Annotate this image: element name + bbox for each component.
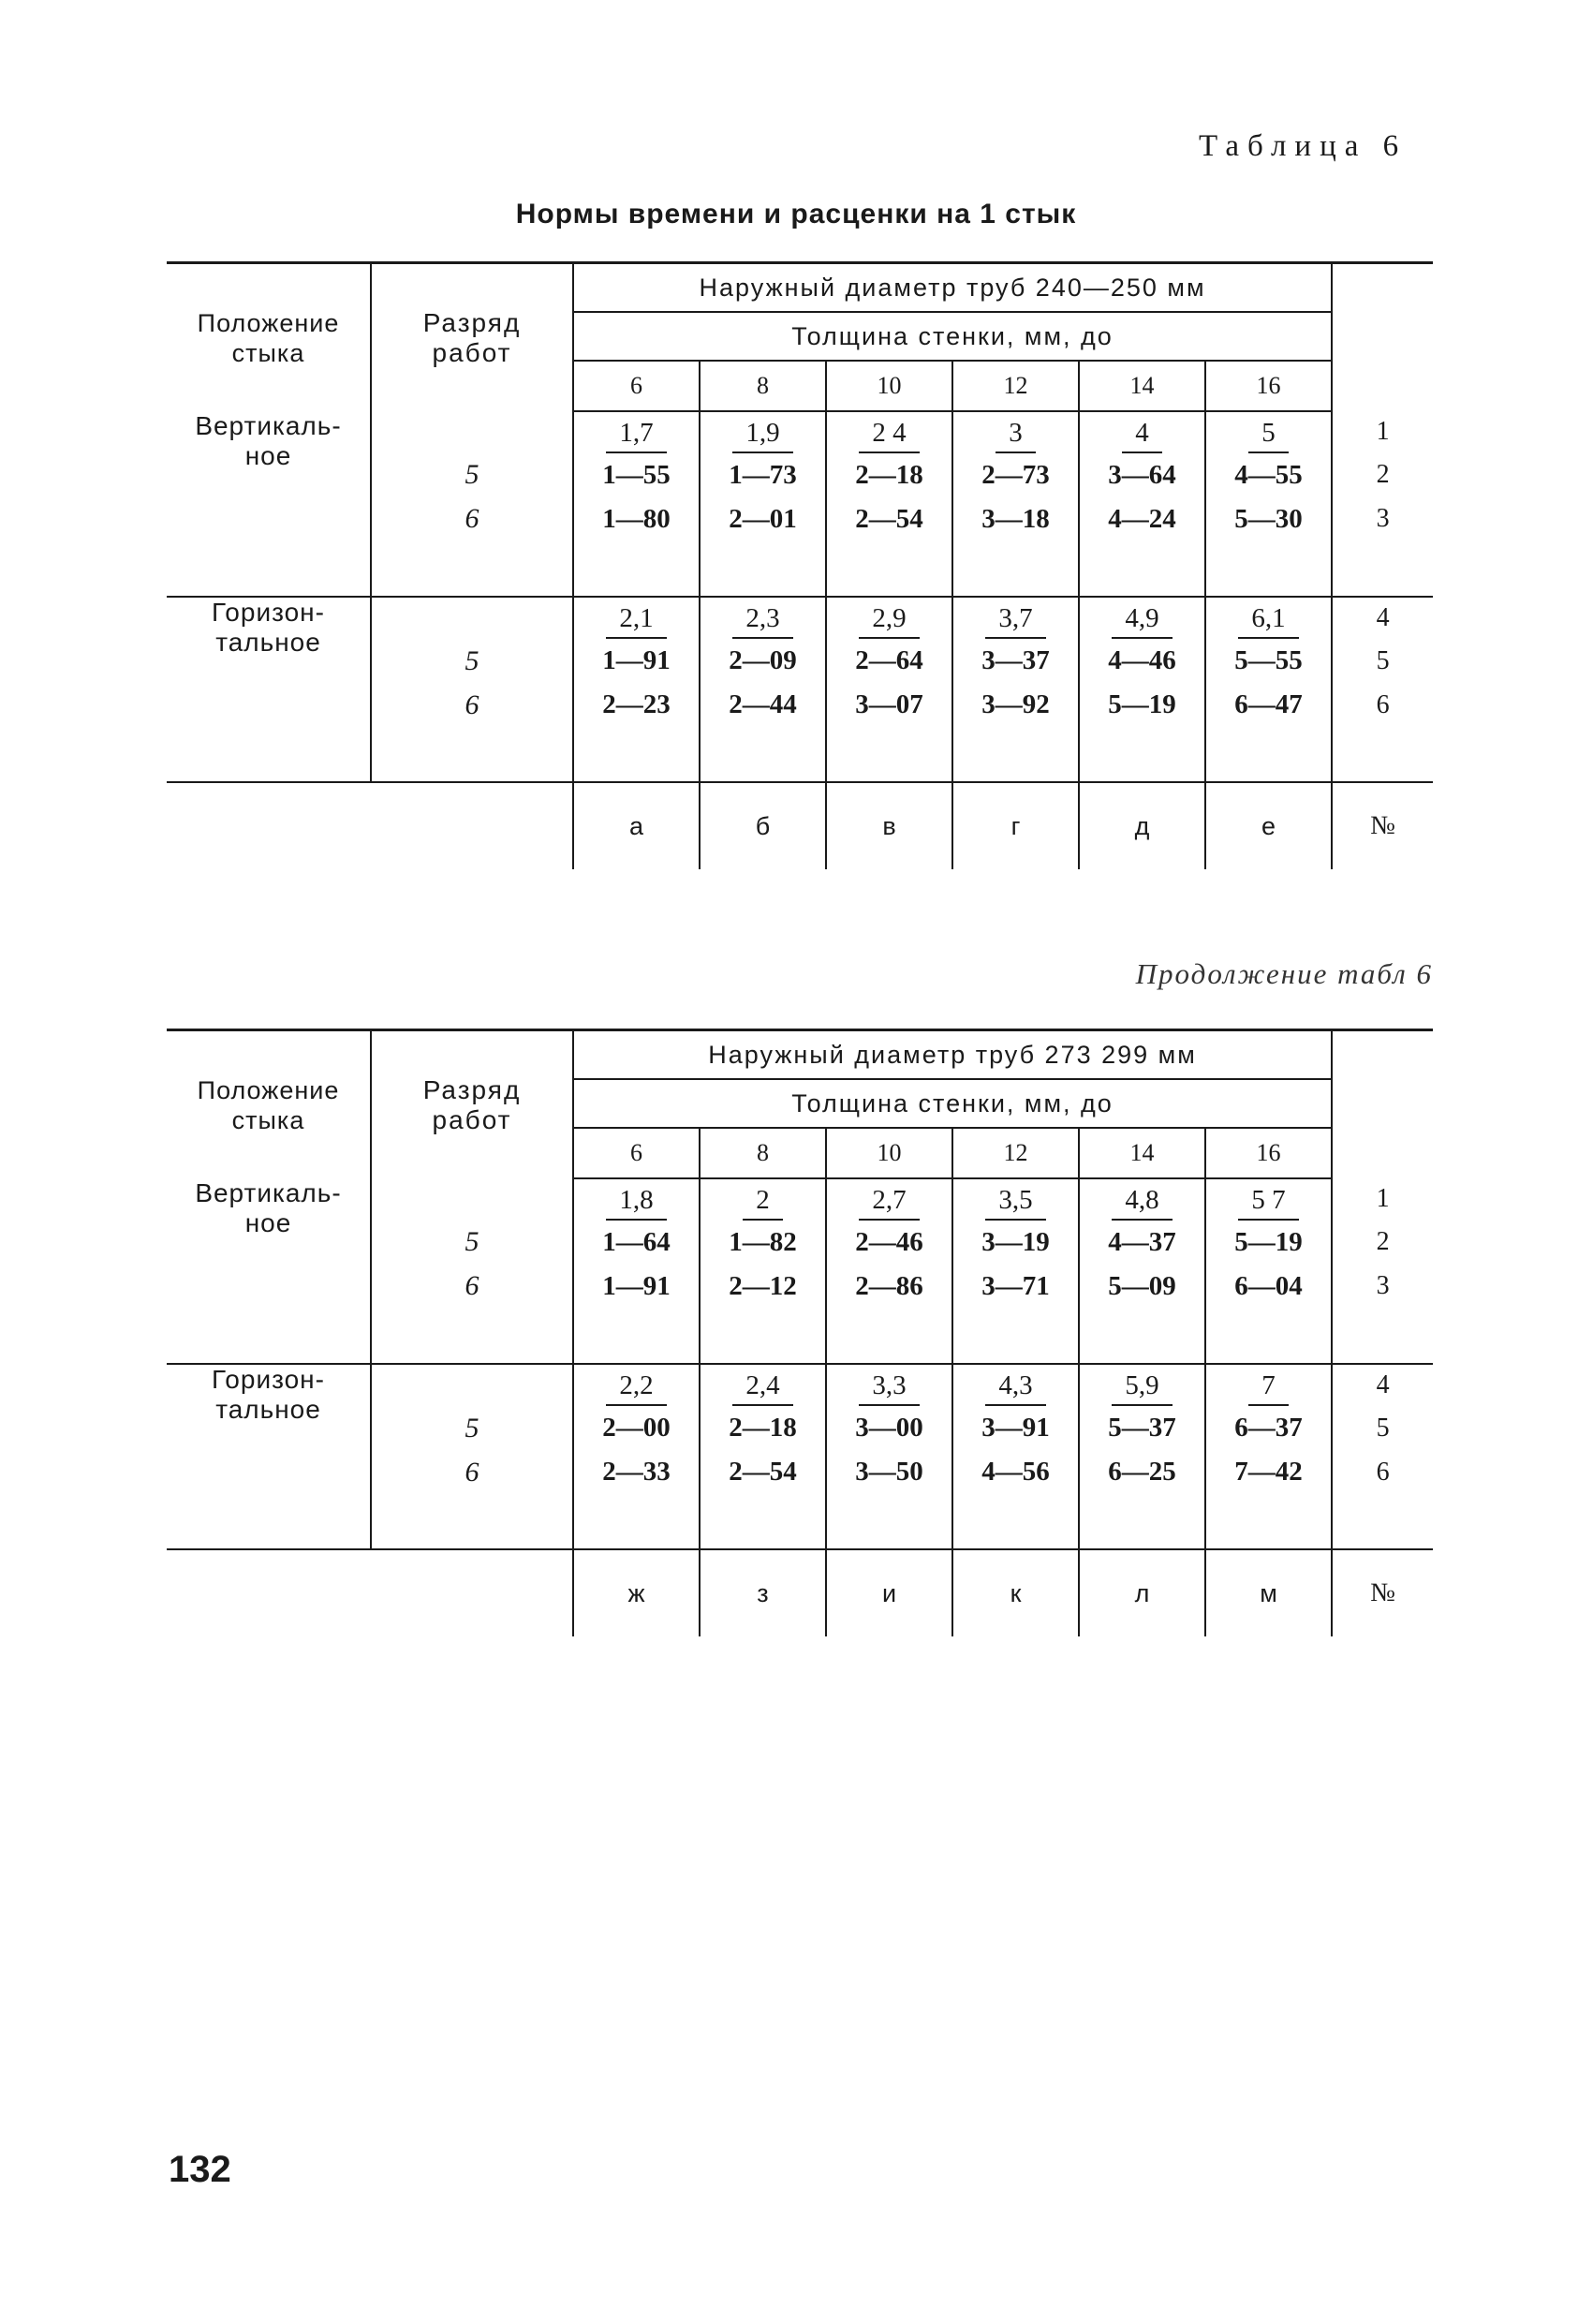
rate-grade-5: 2—18 bbox=[729, 1413, 797, 1443]
row-number: 6 bbox=[1376, 690, 1390, 719]
grade-value: 5 bbox=[465, 1413, 479, 1443]
column-letters-row bbox=[167, 782, 1433, 869]
rate-grade-6: 4—56 bbox=[981, 1457, 1050, 1487]
time-norm: 2,1 bbox=[606, 600, 666, 639]
rate-grade-6: 6—04 bbox=[1234, 1271, 1303, 1301]
rate-grade-6: 3—92 bbox=[981, 689, 1050, 719]
column-letter: б bbox=[700, 782, 826, 869]
rate-grade-6: 1—80 bbox=[602, 504, 671, 534]
joint-position-line: Горизон- bbox=[212, 1365, 325, 1394]
rate-grade-6: 2—12 bbox=[729, 1271, 797, 1301]
rate-grade-5: 3—00 bbox=[855, 1413, 923, 1443]
time-norm: 6,1 bbox=[1238, 600, 1298, 639]
time-norm: 3,7 bbox=[985, 600, 1045, 639]
column-header-blank bbox=[1332, 1030, 1433, 1179]
rate-grade-6: 5—30 bbox=[1234, 504, 1303, 534]
table-row bbox=[167, 597, 1433, 782]
rate-grade-5: 1—82 bbox=[729, 1227, 797, 1257]
column-header-size: 14 bbox=[1079, 361, 1205, 411]
rate-grade-5: 4—46 bbox=[1108, 645, 1176, 675]
time-norm: 2,4 bbox=[732, 1367, 792, 1406]
time-norm: 3,3 bbox=[859, 1367, 919, 1406]
column-header-size: 8 bbox=[700, 1128, 826, 1178]
norm-cell bbox=[700, 411, 826, 597]
row-number: 5 bbox=[1376, 646, 1390, 675]
grade-value: 6 bbox=[465, 1270, 479, 1301]
rate-grade-6: 2—54 bbox=[729, 1457, 797, 1487]
time-norm: 4,3 bbox=[985, 1367, 1045, 1406]
column-header-size: 14 bbox=[1079, 1128, 1205, 1178]
time-norm: 2 bbox=[743, 1181, 783, 1221]
joint-position-line: Вертикаль- bbox=[195, 1178, 342, 1207]
column-letter: в bbox=[826, 782, 952, 869]
rate-grade-5: 2—18 bbox=[855, 460, 923, 490]
norm-cell bbox=[700, 1178, 826, 1364]
grade-value: 5 bbox=[465, 1226, 479, 1257]
rate-grade-5: 1—64 bbox=[602, 1227, 671, 1257]
joint-position bbox=[167, 411, 371, 597]
rate-grade-5: 3—19 bbox=[981, 1227, 1050, 1257]
rate-grade-5: 5—55 bbox=[1234, 645, 1303, 675]
rate-grade-5: 1—73 bbox=[729, 460, 797, 490]
norm-cell bbox=[952, 1364, 1079, 1549]
norms-grid bbox=[167, 261, 1433, 869]
time-norm: 4,8 bbox=[1112, 1181, 1172, 1221]
time-norm: 5,9 bbox=[1112, 1367, 1172, 1406]
column-header-grade bbox=[371, 263, 573, 412]
row-numbers bbox=[1332, 597, 1433, 782]
column-header-size: 10 bbox=[826, 361, 952, 411]
time-norm: 1,9 bbox=[732, 414, 792, 453]
column-letter: к bbox=[952, 1549, 1079, 1636]
header-line: Положение bbox=[197, 1075, 340, 1104]
header-line: работ bbox=[432, 1104, 512, 1134]
rate-grade-6: 2—33 bbox=[602, 1457, 671, 1487]
time-norm: 4 bbox=[1122, 414, 1162, 453]
rate-grade-5: 2—00 bbox=[602, 1413, 671, 1443]
time-norm: 5 7 bbox=[1238, 1181, 1298, 1221]
norm-cell bbox=[1079, 1364, 1205, 1549]
rate-grade-6: 3—07 bbox=[855, 689, 923, 719]
norm-cell bbox=[573, 597, 700, 782]
time-norm: 1,7 bbox=[606, 414, 666, 453]
continuation-label: Продолжение табл 6 bbox=[1135, 957, 1433, 990]
column-letter: л bbox=[1079, 1549, 1205, 1636]
row-numbers bbox=[1332, 1178, 1433, 1364]
header-line: Разряд bbox=[422, 307, 522, 337]
header-line: работ bbox=[432, 337, 512, 367]
column-letter: ж bbox=[573, 1549, 700, 1636]
column-header-diameter: Наружный диаметр труб 273 299 мм bbox=[573, 1030, 1332, 1080]
row-number: 1 bbox=[1376, 417, 1390, 446]
time-norm: 2,2 bbox=[606, 1367, 666, 1406]
joint-position bbox=[167, 1178, 371, 1364]
joint-position-line: тальное bbox=[215, 628, 321, 657]
joint-position-line: Горизон- bbox=[212, 598, 325, 627]
rate-grade-5: 2—46 bbox=[855, 1227, 923, 1257]
rate-grade-6: 2—01 bbox=[729, 504, 797, 534]
header-line: Положение bbox=[197, 308, 340, 337]
rate-grade-5: 3—91 bbox=[981, 1413, 1050, 1443]
norm-cell bbox=[952, 411, 1079, 597]
norm-cell bbox=[1205, 1178, 1332, 1364]
column-header-position bbox=[167, 263, 371, 412]
table-row bbox=[167, 1178, 1433, 1364]
rate-grade-5: 2—64 bbox=[855, 645, 923, 675]
time-norm: 3,5 bbox=[985, 1181, 1045, 1221]
rate-grade-5: 4—55 bbox=[1234, 460, 1303, 490]
column-letter: г bbox=[952, 782, 1079, 869]
table-label: Таблица 6 bbox=[1199, 129, 1408, 163]
rate-grade-5: 1—91 bbox=[602, 645, 671, 675]
column-header-grade bbox=[371, 1030, 573, 1179]
time-norm: 4,9 bbox=[1112, 600, 1172, 639]
rate-grade-5: 2—09 bbox=[729, 645, 797, 675]
time-norm: 5 bbox=[1248, 414, 1289, 453]
time-norm: 2,9 bbox=[859, 600, 919, 639]
row-numbers bbox=[1332, 1364, 1433, 1549]
rate-grade-6: 2—54 bbox=[855, 504, 923, 534]
rate-grade-5: 5—19 bbox=[1234, 1227, 1303, 1257]
row-numbers bbox=[1332, 411, 1433, 597]
time-norm: 3 bbox=[996, 414, 1036, 453]
rate-grade-6: 3—50 bbox=[855, 1457, 923, 1487]
time-norm: 2,3 bbox=[732, 600, 792, 639]
norms-table-2 bbox=[167, 1029, 1433, 1636]
norm-cell bbox=[1079, 1178, 1205, 1364]
row-number: 4 bbox=[1376, 603, 1390, 632]
rate-grade-5: 6—37 bbox=[1234, 1413, 1303, 1443]
header-line: Разряд bbox=[422, 1074, 522, 1104]
column-header-size: 16 bbox=[1205, 1128, 1332, 1178]
number-sign: № bbox=[1370, 1578, 1395, 1607]
rate-grade-6: 7—42 bbox=[1234, 1457, 1303, 1487]
norm-cell bbox=[700, 1364, 826, 1549]
number-sign: № bbox=[1370, 811, 1395, 840]
norm-cell bbox=[573, 411, 700, 597]
row-number: 3 bbox=[1376, 504, 1390, 533]
work-grade bbox=[371, 411, 573, 597]
column-letters-row bbox=[167, 1549, 1433, 1636]
table-row bbox=[167, 411, 1433, 597]
rate-grade-6: 2—86 bbox=[855, 1271, 923, 1301]
norm-cell bbox=[1079, 411, 1205, 597]
rate-grade-5: 2—73 bbox=[981, 460, 1050, 490]
time-norm: 7 bbox=[1248, 1367, 1289, 1406]
norms-grid bbox=[167, 1029, 1433, 1636]
column-header-blank bbox=[1332, 263, 1433, 412]
rate-grade-6: 3—71 bbox=[981, 1271, 1050, 1301]
rate-grade-6: 2—23 bbox=[602, 689, 671, 719]
norm-cell bbox=[826, 1178, 952, 1364]
row-number: 5 bbox=[1376, 1414, 1390, 1443]
row-number: 2 bbox=[1376, 460, 1390, 489]
grade-value: 5 bbox=[465, 459, 479, 490]
rate-grade-6: 5—19 bbox=[1108, 689, 1176, 719]
column-header-thickness: Толщина стенки, мм, до bbox=[573, 312, 1332, 361]
column-letter: з bbox=[700, 1549, 826, 1636]
column-letter: м bbox=[1205, 1549, 1332, 1636]
column-header-size: 8 bbox=[700, 361, 826, 411]
norm-cell bbox=[952, 597, 1079, 782]
page-number: 132 bbox=[169, 2149, 231, 2190]
rate-grade-6: 5—09 bbox=[1108, 1271, 1176, 1301]
time-norm: 2,7 bbox=[859, 1181, 919, 1221]
column-header-size: 12 bbox=[952, 361, 1079, 411]
joint-position-line: Вертикаль- bbox=[195, 411, 342, 440]
column-header-diameter: Наружный диаметр труб 240—250 мм bbox=[573, 263, 1332, 313]
rate-grade-5: 5—37 bbox=[1108, 1413, 1176, 1443]
norm-cell bbox=[700, 597, 826, 782]
rate-grade-6: 1—91 bbox=[602, 1271, 671, 1301]
table-row bbox=[167, 1364, 1433, 1549]
column-header-size: 16 bbox=[1205, 361, 1332, 411]
joint-position-line: ное bbox=[244, 441, 292, 470]
grade-value: 6 bbox=[465, 1457, 479, 1488]
header-line: стыка bbox=[231, 1105, 305, 1134]
row-number: 2 bbox=[1376, 1227, 1390, 1256]
rate-grade-6: 4—24 bbox=[1108, 504, 1176, 534]
rate-grade-6: 6—47 bbox=[1234, 689, 1303, 719]
rate-grade-5: 3—64 bbox=[1108, 460, 1176, 490]
column-letter: е bbox=[1205, 782, 1332, 869]
norm-cell bbox=[573, 1178, 700, 1364]
column-letter: а bbox=[573, 782, 700, 869]
column-header-size: 12 bbox=[952, 1128, 1079, 1178]
rate-grade-5: 4—37 bbox=[1108, 1227, 1176, 1257]
norm-cell bbox=[826, 597, 952, 782]
header-line: стыка bbox=[231, 338, 305, 367]
rate-grade-6: 6—25 bbox=[1108, 1457, 1176, 1487]
joint-position bbox=[167, 597, 371, 782]
norm-cell bbox=[1205, 411, 1332, 597]
work-grade bbox=[371, 597, 573, 782]
row-number: 3 bbox=[1376, 1271, 1390, 1300]
grade-value: 6 bbox=[465, 503, 479, 534]
column-letter: и bbox=[826, 1549, 952, 1636]
time-norm: 2 4 bbox=[859, 414, 919, 453]
norm-cell bbox=[1205, 1364, 1332, 1549]
row-number: 6 bbox=[1376, 1458, 1390, 1487]
joint-position bbox=[167, 1364, 371, 1549]
rate-grade-5: 3—37 bbox=[981, 645, 1050, 675]
rate-grade-6: 3—18 bbox=[981, 504, 1050, 534]
column-header-size: 6 bbox=[573, 1128, 700, 1178]
joint-position-line: тальное bbox=[215, 1395, 321, 1424]
column-header-position bbox=[167, 1030, 371, 1179]
grade-value: 6 bbox=[465, 689, 479, 720]
rate-grade-6: 2—44 bbox=[729, 689, 797, 719]
norms-table-1 bbox=[167, 261, 1433, 869]
column-header-size: 6 bbox=[573, 361, 700, 411]
page-title: Нормы времени и расценки на 1 стык bbox=[515, 199, 1077, 229]
grade-value: 5 bbox=[465, 645, 479, 676]
norm-cell bbox=[573, 1364, 700, 1549]
row-number: 1 bbox=[1376, 1184, 1390, 1213]
norm-cell bbox=[826, 411, 952, 597]
norm-cell bbox=[826, 1364, 952, 1549]
column-header-thickness: Толщина стенки, мм, до bbox=[573, 1079, 1332, 1128]
column-header-size: 10 bbox=[826, 1128, 952, 1178]
work-grade bbox=[371, 1178, 573, 1364]
rate-grade-5: 1—55 bbox=[602, 460, 671, 490]
time-norm: 1,8 bbox=[606, 1181, 666, 1221]
joint-position-line: ное bbox=[244, 1208, 292, 1237]
norm-cell bbox=[1079, 597, 1205, 782]
work-grade bbox=[371, 1364, 573, 1549]
row-number: 4 bbox=[1376, 1370, 1390, 1399]
column-letter: д bbox=[1079, 782, 1205, 869]
norm-cell bbox=[1205, 597, 1332, 782]
norm-cell bbox=[952, 1178, 1079, 1364]
